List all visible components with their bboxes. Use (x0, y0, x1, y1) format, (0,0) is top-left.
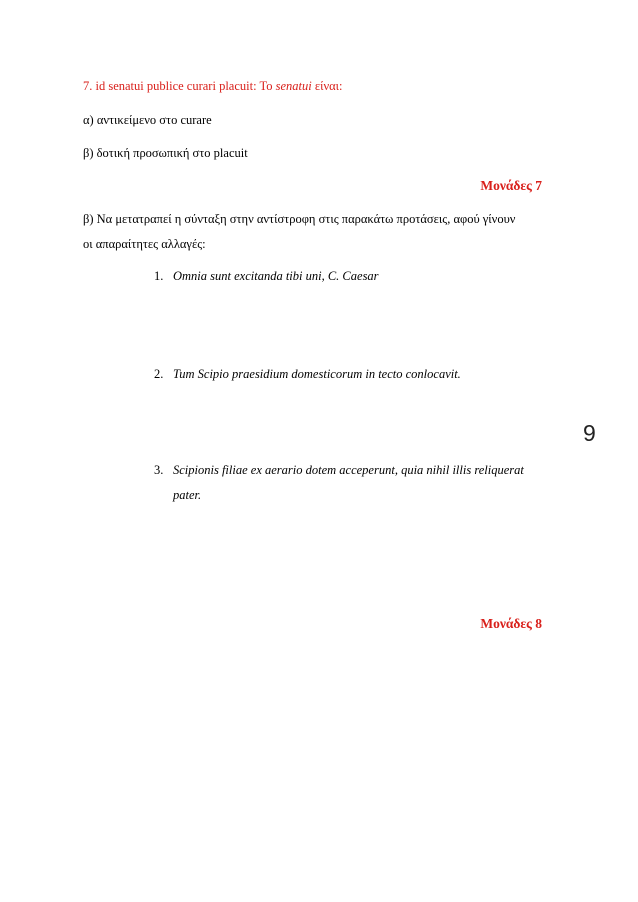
question-7 (83, 78, 342, 94)
list-number: 3. (154, 463, 164, 477)
option-b: β) δοτική προσωπική στο placuit (83, 146, 248, 160)
list-number: 1. (154, 269, 164, 283)
points-label: Μονάδες 8 (480, 616, 542, 631)
points-label: Μονάδες 7 (480, 178, 542, 193)
question-7-emphasis: senatui (275, 79, 312, 93)
task-b-line-1: β) Να μετατραπεί η σύνταξη στην αντίστροφη στις παρακάτω προτάσεις, αφού γίνουν (83, 212, 516, 226)
list-number: 2. (154, 367, 164, 381)
page-number: 9 (583, 420, 596, 446)
question-7-suffix: είναι: (311, 79, 343, 93)
sentence-text: Scipionis filiae ex aerario dotem acceperunt, quia nihil illis reliquerat (173, 463, 524, 477)
question-7-prefix: 7. id senatui publice curari placuit: To (83, 79, 276, 93)
option-a: α) αντικείμενο στο curare (83, 113, 212, 127)
sentence-text: Tum Scipio praesidium domesticorum in tecto conlocavit. (173, 367, 461, 381)
sentence-text: Omnia sunt excitanda tibi uni, C. Caesar (173, 269, 379, 283)
task-b-line-2: οι απαραίτητες αλλαγές: (83, 237, 206, 251)
sentence-text-continuation: pater. (173, 488, 202, 502)
